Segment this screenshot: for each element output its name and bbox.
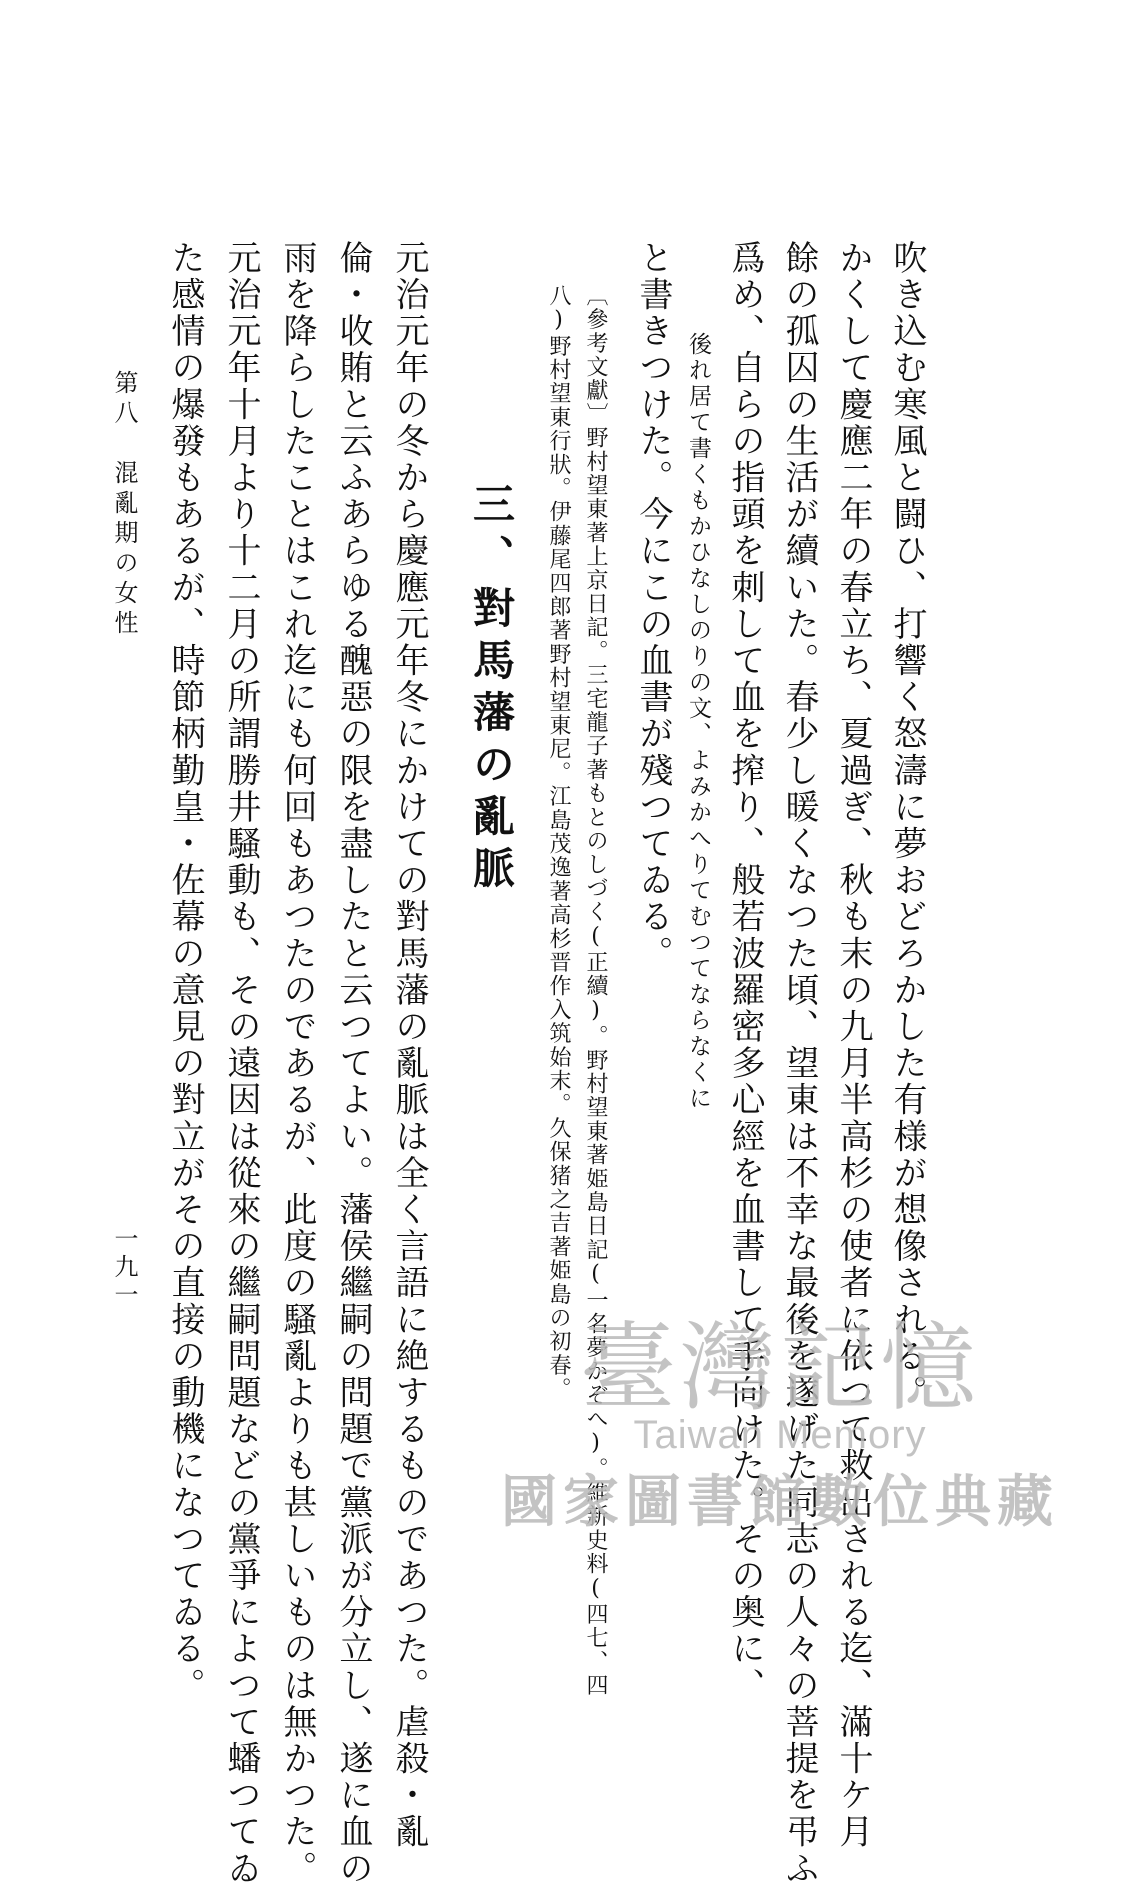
watermark-title: 臺灣記憶	[580, 1312, 980, 1424]
library-watermark	[500, 1312, 1060, 1538]
body-line: と書きつけた。今にこの血書が殘つてゐる。	[633, 240, 673, 972]
body-line: 吹き込む寒風と闘ひ、打響く怒濤に夢おどろかした有様が想像される。	[887, 240, 927, 1412]
section-heading: 三、對馬藩の亂脈	[467, 482, 516, 898]
running-title: 第八 混亂期の女性	[110, 370, 138, 640]
body-line: た感情の爆發もあるが、時節柄勤皇・佐幕の意見の對立がその直接の動機になつてゐる。	[165, 240, 205, 1704]
reference-line: 〔參考文獻〕野村望東著上京日記。三宅龍子著もとのしづく(正續)。野村望東著姫島日記(一名夢かぞへ)。維新史料(四七、四	[583, 284, 608, 1698]
page-number: 一九一	[110, 1226, 138, 1310]
watermark-subtitle: 國家圖書館數位典藏	[501, 1469, 1059, 1533]
body-line: 元治元年十月より十二月の所謂勝井騷動も、その遠因は從來の繼嗣問題などの黨爭によつて蟠つてゐ	[221, 240, 261, 1887]
body-line: 爲め、自らの指頭を刺して血を搾り、般若波羅密多心經を血書して手向けた。その奥に、	[725, 240, 765, 1704]
poem-quotation: 後れ居て書くもかひなしのりの文、よみかへりてむつてならなくに	[685, 332, 711, 1112]
body-line: 元治元年の冬から慶應元年冬にかけての對馬藩の亂脈は全く言語に絶するものであつた。虐殺・亂	[389, 240, 429, 1851]
watermark-english: Taiwan Memory	[633, 1412, 927, 1457]
reference-line: 八)野村望東行狀。伊藤尾四郎著野村望東尼。江島茂逸著高杉晋作入筑始末。久保猪之吉著姫島の初春。	[546, 284, 571, 1401]
body-line: 倫・收賄と云ふあらゆる醜惡の限を盡したと云つてよい。藩侯繼嗣の問題で黨派が分立し、遂に血の	[333, 240, 373, 1887]
body-line: かくして慶應二年の春立ち、夏過ぎ、秋も末の九月半高杉の使者に依つて救出される迄、滿十ケ月	[833, 240, 873, 1851]
body-line: 餘の孤囚の生活が續いた。春少し暖くなつた頃、望東は不幸な最後を遂げた同志の人々の菩提を弔ふ	[779, 240, 819, 1887]
body-line: 雨を降らしたことはこれ迄にも何回もあつたのであるが、此度の騷亂よりも甚しいものは無かつた。	[277, 240, 317, 1887]
